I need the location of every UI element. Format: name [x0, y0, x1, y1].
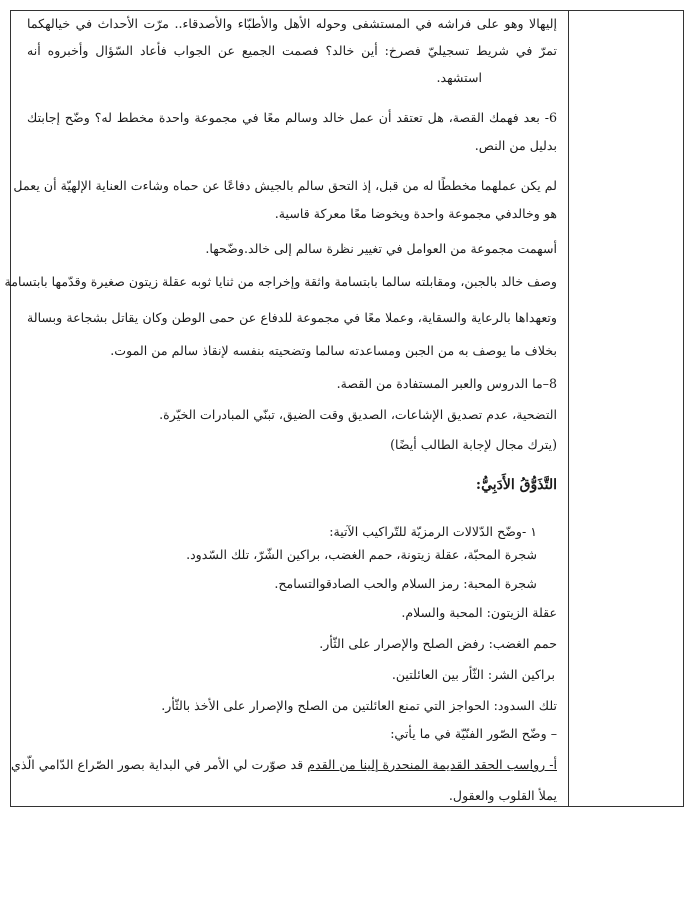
answer-line: حمم الغضب: رفض الصلح والإصرار على الثّأر.: [319, 636, 557, 651]
image-question-line: [11, 755, 557, 775]
column-divider: [568, 11, 569, 806]
answer-line: تلك السدود: الحواجز التي تمنع العائلتين من الصلح والإصرار على الأخذ بالثّأر.: [161, 698, 557, 713]
answer-line: براكين الشر: الثّأر بين العائلتين.: [391, 667, 555, 682]
answer-line: شجرة المحبة: رمز السلام والحب الصادقوالتسامح.: [274, 576, 537, 591]
answer-7-line: بخلاف ما يوصف به من الجبن ومساعدته سالما وتضحيته بنفسه لإنقاذ سالم من الموت.: [110, 343, 557, 358]
answer-6-line: لم يكن عملهما مخططًا له من قبل، إذ التحق سالم بالجيش دفاعًا عن حماه وشاءت العناية الإلهيّة أن يعمل: [13, 178, 557, 193]
answer-table: [4, 10, 684, 807]
note-line: (يترك مجال لإجابة الطالب أيضًا): [390, 437, 557, 452]
question-continuation: قد صوّرت لي الأمر في البداية بصور الصّراع الدّامي الّذي: [11, 757, 304, 772]
answer-7-line: وصف خالد بالجبن، ومقابلته سالما بابتسامة واثقة وإخراجه من ثنايا ثوبه عقلة زيتون صغيرة وقدّمها بابتسامة: [4, 274, 557, 289]
answer-6-line: هو وخالدفي مجموعة واحدة ويخوضا معًا معركة قاسية.: [274, 206, 557, 221]
answer-8: التضحية، عدم تصديق الإشاعات، الصديق وقت الضيق، تبنّي المبادرات الخيّرة.: [159, 407, 557, 422]
section-heading: التَّذَوُّقُ الأَدَبِيُّ:: [475, 477, 557, 493]
text-line: إليهالا وهو على فراشه في المستشفى وحوله الأهل والأطبّاء والأصدقاء.. مرّت الأحداث في خيالهكما: [27, 16, 557, 31]
text-line: استشهد.: [436, 70, 482, 85]
question-2: – وضّح الصّور الفنّيّة في ما يأتي:: [390, 726, 557, 741]
question-6: 6- بعد فهمك القصة، هل تعتقد أن عمل خالد وسالم معًا في مجموعة واحدة مخطط له؟ وضّح إجابتك: [27, 110, 557, 125]
answer-7-line: وتعهداها بالرعاية والسقاية، وعملا معًا في مجموعة للدفاع عن حمى الوطن وكان يقاتل بشجاعة وبسالة: [27, 310, 557, 325]
text-line: بدليل من النص.: [474, 138, 557, 153]
text-line: تمرّ في شريط تسجيليّ فصرخ: أين خالد؟ فصمت الجميع عن الجواب فأعاد السّؤال وأخبروه أنه: [27, 43, 557, 58]
text-line: يملأ القلوب والعقول.: [448, 788, 557, 803]
phrase-list: شجرة المحبّة، عقلة زيتونة، حمم الغضب، براكين الشّرّ، تلك السّدود.: [186, 547, 537, 562]
underlined-phrase: أ- رواسب الحقد القديمة المنحدرة إلينا من القدم: [307, 757, 557, 772]
question-8: 8–ما الدروس والعبر المستفادة من القصة.: [336, 376, 557, 391]
question-1: ١ -وضّح الدّلالات الرمزيّة للتّراكيب الآتية:: [329, 524, 537, 539]
answer-line: عقلة الزيتون: المحبة والسلام.: [401, 605, 557, 620]
question-7: أسهمت مجموعة من العوامل في تغيير نظرة سالم إلى خالد.وضّحها.: [205, 241, 557, 256]
